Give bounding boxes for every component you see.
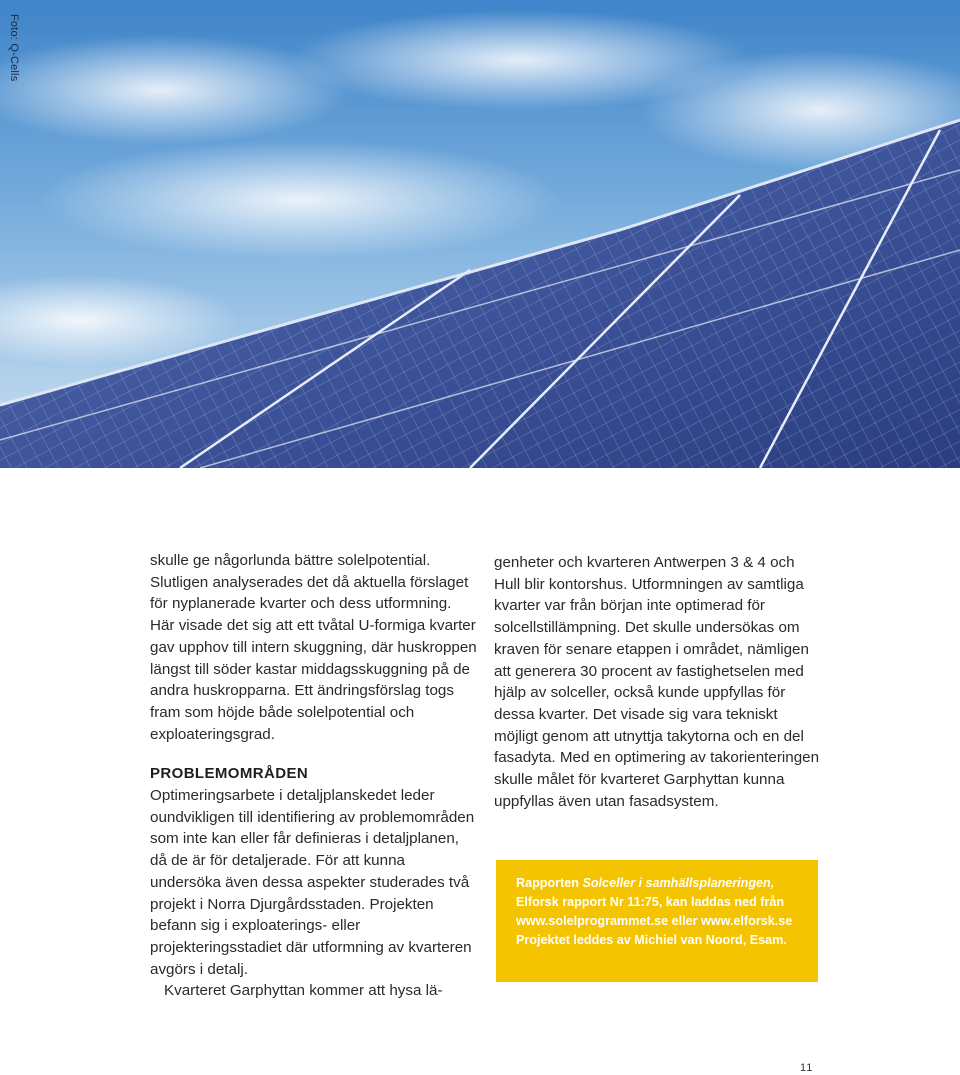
paragraph: skulle ge någorlunda bättre solelpotential. Slutligen analyserades det då aktuella förslaget för nyplanerade kvarter och dess utformning. Här visade det sig att ett tvåtal U-formiga kvarter gav upphov till intern skuggning, där huskroppen längst till söder kastar middagsskuggning på de andra huskropparna. Ett ändringsförslag togs fram som höjde både solelpotential och exploateringsgrad. — [150, 552, 477, 743]
fact-box-line: Projektet leddes av Michiel van Noord, Esam. — [516, 933, 787, 947]
paragraph: Optimeringsarbete i detaljplanskedet leder oundvikligen till identifiering av problemområden som inte kan eller får definieras i detaljplanen, då de är för detaljerade. För att kunna undersöka även dessa aspekter studerades två projekt i Norra Djurgårdsstaden. Projekten befann sig i exploaterings- eller projekteringsstadiet där utformning av kvarteren avgörs i detalj. — [150, 787, 475, 978]
fact-box-lead: Rapporten — [516, 876, 583, 890]
paragraph: Kvarteret Garphyttan kommer att hysa lä- — [164, 982, 443, 1000]
page-number: 11 — [800, 1062, 814, 1074]
report-title: Solceller i samhällsplaneringen, — [582, 876, 775, 890]
section-heading: PROBLEMOMRÅDEN — [150, 765, 309, 783]
photo-credit: Foto: Q-Cells — [8, 14, 20, 82]
cloud — [40, 140, 560, 260]
fact-box — [496, 860, 818, 982]
text-column-right — [494, 552, 824, 812]
text-column-left — [150, 550, 480, 1002]
fact-box-line: Elforsk rapport Nr 11:75, kan laddas ned från www.solelprogrammet.se eller www.elforsk.se — [516, 895, 793, 928]
fact-box-line — [516, 874, 800, 893]
paragraph: genheter och kvarteren Antwerpen 3 & 4 och Hull blir kontorshus. Utformningen av samtliga kvarter var från början inte optimerad för solcellstillämpning. Det skulle undersökas om kraven för senare etappen i området, nämligen att generera 30 procent av fastighetselen med hjälp av solceller, också kunde uppfyllas för dessa kvarter. Det visade sig vara tekniskt möjligt genom att utnyttja takytorna och en del fasadyta. Med en optimering av takorienteringen skulle målet för kvarteret Garphyttan kunna uppfyllas även utan fasadsystem. — [494, 554, 820, 810]
solar-panels-photo — [0, 0, 960, 468]
